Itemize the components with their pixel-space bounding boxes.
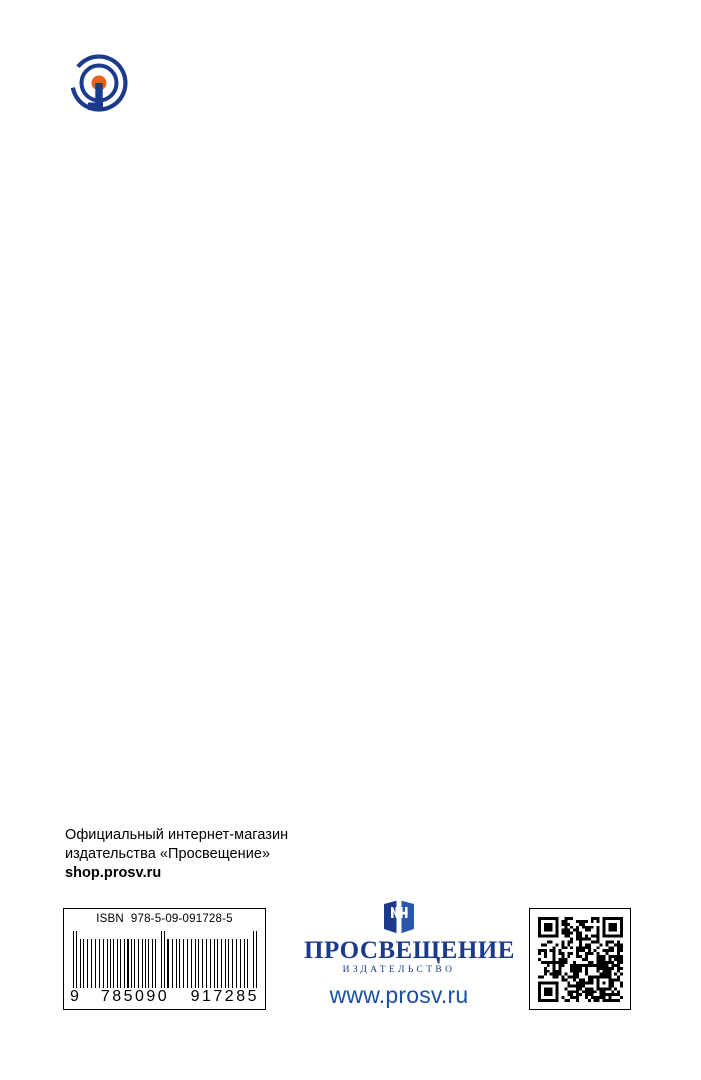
isbn-label-row bbox=[64, 913, 265, 925]
shop-line-1: Официальный интернет-магазин bbox=[65, 827, 289, 843]
shop-url: shop.prosv.ru bbox=[65, 865, 162, 881]
barcode-digit-group: 785090 bbox=[100, 988, 170, 1005]
publisher-brand bbox=[304, 898, 515, 1009]
barcode-digits bbox=[70, 988, 259, 1006]
publisher-website-url[interactable]: www.prosv.ru bbox=[329, 982, 469, 1008]
barcode-digit-group: 9 bbox=[70, 988, 80, 1005]
prosv-book-icon bbox=[379, 898, 419, 936]
publisher-name: ПРОСВЕЩЕНИЕ bbox=[304, 937, 515, 964]
isbn-number: 978-5-09-091728-5 bbox=[130, 913, 233, 925]
publisher-round-logo-icon bbox=[68, 52, 130, 114]
shop-line-2: издательства «Просвещение» bbox=[65, 846, 271, 862]
barcode-digit-group: 917285 bbox=[190, 988, 259, 1005]
isbn-barcode bbox=[63, 908, 266, 1010]
online-shop-info bbox=[65, 826, 365, 883]
publisher-subtitle: ИЗДАТЕЛЬСТВО bbox=[342, 965, 456, 975]
isbn-label: ISBN bbox=[96, 913, 124, 925]
barcode-bars bbox=[73, 931, 258, 988]
qr-code[interactable] bbox=[529, 908, 631, 1010]
